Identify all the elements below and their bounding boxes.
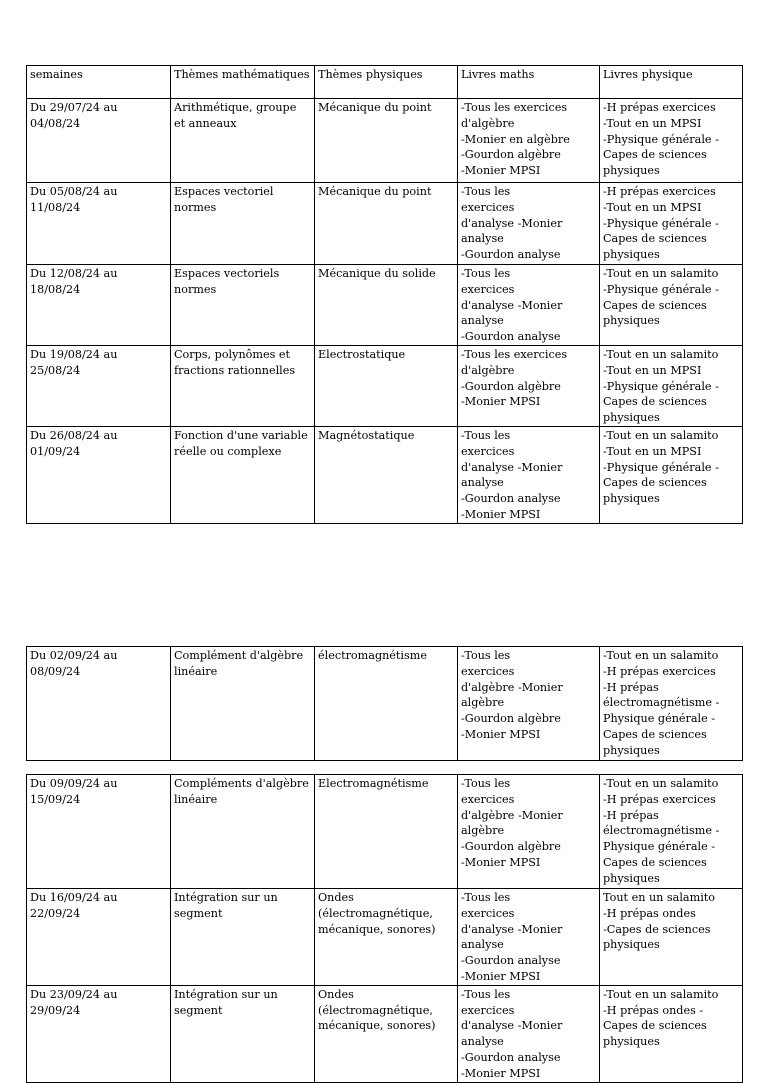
cell-line: Complément d'algèbre <box>174 649 304 662</box>
cell-line: d'algèbre <box>461 116 515 130</box>
cell-line: (électromagnétique, <box>318 906 433 920</box>
physics-books-cell <box>600 265 743 346</box>
cell-line: algèbre <box>461 824 505 838</box>
table-row <box>27 647 743 761</box>
week-cell <box>27 99 171 183</box>
physics-books-cell <box>600 647 743 761</box>
cell-line: physiques <box>603 314 660 328</box>
math-theme-cell <box>171 99 315 183</box>
cell-line: physiques <box>603 1035 660 1049</box>
math-books-cell <box>458 183 600 265</box>
cell-line: -H prépas exercices <box>603 664 716 678</box>
cell-line: Capes de sciences <box>603 232 707 246</box>
cell-line: mécanique, sonores) <box>318 1019 436 1033</box>
cell-line: -Tous les <box>461 428 511 442</box>
week-cell <box>27 265 171 346</box>
table-row <box>27 775 743 889</box>
physics-theme-cell <box>315 985 458 1082</box>
physics-books-cell <box>600 985 743 1082</box>
cell-line: Electromagnétisme <box>318 777 429 790</box>
cell-line: Intégration sur un <box>174 891 278 904</box>
cell-line: -H prépas exercices <box>603 792 716 806</box>
cell-line: -Tous les exercices <box>461 347 568 361</box>
cell-line: -Tous les <box>461 891 511 904</box>
cell-line: -Monier MPSI <box>461 855 541 869</box>
cell-line: -Physique générale - <box>603 216 719 230</box>
physics-books-cell <box>600 775 743 889</box>
cell-line: -Monier MPSI <box>461 969 541 983</box>
cell-line: analyse <box>461 1035 504 1049</box>
cell-line: exercices <box>461 444 515 458</box>
math-books-cell <box>458 985 600 1082</box>
cell-line: Tout en un salamito <box>603 891 716 904</box>
cell-line: segment <box>174 1003 223 1017</box>
cell-line: Magnétostatique <box>318 428 415 442</box>
math-theme-cell <box>171 183 315 265</box>
cell-line: -Tous les <box>461 649 511 662</box>
cell-line: -Capes de sciences <box>603 922 711 936</box>
cell-line: Du 29/07/24 au <box>30 101 118 114</box>
cell-line: d'analyse -Monier <box>461 1019 563 1033</box>
table-row <box>27 345 743 426</box>
physics-theme-cell <box>315 265 458 346</box>
physics-theme-cell <box>315 775 458 889</box>
cell-line: Capes de sciences <box>603 395 707 409</box>
table-row <box>27 985 743 1082</box>
cell-line: -Tout en un salamito <box>603 987 719 1001</box>
cell-line: Fonction d'une variable <box>174 428 308 442</box>
physics-books-cell <box>600 99 743 183</box>
cell-line: -Tous les <box>461 777 511 790</box>
cell-line: physiques <box>603 871 660 885</box>
cell-line: -Physique générale - <box>603 379 719 393</box>
math-theme-cell <box>171 889 315 986</box>
table-row <box>27 889 743 986</box>
cell-line: d'algèbre <box>461 363 515 377</box>
cell-line: 04/08/24 <box>30 116 81 130</box>
cell-line: 01/09/24 <box>30 444 81 458</box>
cell-line: d'analyse -Monier <box>461 216 563 230</box>
cell-line: 25/08/24 <box>30 363 81 377</box>
cell-line: électromagnétisme - <box>603 696 720 710</box>
physics-books-cell <box>600 345 743 426</box>
cell-line: 29/09/24 <box>30 1003 81 1017</box>
cell-line: linéaire <box>174 664 218 678</box>
cell-line: 15/09/24 <box>30 792 81 806</box>
cell-line: 08/09/24 <box>30 664 81 678</box>
physics-theme-cell <box>315 183 458 265</box>
cell-line: -Gourdon algèbre <box>461 840 561 854</box>
table-row <box>27 183 743 265</box>
header-weeks: semaines <box>27 66 171 99</box>
physics-theme-cell <box>315 426 458 523</box>
cell-line: -Physique générale - <box>603 460 719 474</box>
cell-line: électromagnétisme - <box>603 824 720 838</box>
table-row <box>27 99 743 183</box>
cell-line: physiques <box>603 492 660 506</box>
table-row <box>27 426 743 523</box>
cell-line: Mécanique du point <box>318 185 432 198</box>
cell-line: exercices <box>461 1003 515 1017</box>
cell-line: Intégration sur un <box>174 987 278 1001</box>
cell-line: -Gourdon algèbre <box>461 379 561 393</box>
math-theme-cell <box>171 985 315 1082</box>
cell-line: Electrostatique <box>318 347 406 361</box>
week-cell <box>27 345 171 426</box>
cell-line: réelle ou complexe <box>174 444 282 458</box>
cell-line: -Monier MPSI <box>461 395 541 409</box>
header-physics-books: Livres physique <box>600 66 743 99</box>
cell-line: -Tous les exercices <box>461 101 568 114</box>
cell-line: exercices <box>461 200 515 214</box>
cell-line: -Tous les <box>461 267 511 280</box>
physics-theme-cell <box>315 889 458 986</box>
cell-line: exercices <box>461 792 515 806</box>
cell-line: linéaire <box>174 792 218 806</box>
cell-line: -Monier MPSI <box>461 507 541 521</box>
cell-line: Du 05/08/24 au <box>30 185 118 198</box>
cell-line: d'analyse -Monier <box>461 922 563 936</box>
cell-line: Capes de sciences <box>603 476 707 490</box>
cell-line: d'analyse -Monier <box>461 460 563 474</box>
cell-line: d'algèbre -Monier <box>461 808 563 822</box>
cell-line: -H prépas <box>603 808 659 822</box>
cell-line: exercices <box>461 664 515 678</box>
cell-line: -Tous les <box>461 185 511 198</box>
cell-line: -Tout en un salamito <box>603 428 719 442</box>
cell-line: Espaces vectoriel <box>174 185 274 198</box>
cell-line: -Monier en algèbre <box>461 132 570 146</box>
math-books-cell <box>458 426 600 523</box>
week-cell <box>27 985 171 1082</box>
week-cell <box>27 183 171 265</box>
cell-line: -H prépas ondes - <box>603 1003 704 1017</box>
cell-line: Physique générale - <box>603 840 716 854</box>
cell-line: segment <box>174 906 223 920</box>
cell-line: normes <box>174 282 217 296</box>
physics-theme-cell <box>315 647 458 761</box>
math-books-cell <box>458 775 600 889</box>
cell-line: Capes de sciences <box>603 298 707 312</box>
week-cell <box>27 426 171 523</box>
schedule-table-2 <box>26 646 743 761</box>
math-books-cell <box>458 99 600 183</box>
cell-line: -Tout en un salamito <box>603 267 719 280</box>
cell-line: -Tout en un MPSI <box>603 363 702 377</box>
cell-line: -Tous les <box>461 987 511 1001</box>
cell-line: -Physique générale - <box>603 132 719 146</box>
cell-line: exercices <box>461 282 515 296</box>
physics-books-cell <box>600 183 743 265</box>
cell-line: -H prépas <box>603 680 659 694</box>
header-math-themes: Thèmes mathématiques <box>171 66 315 99</box>
cell-line: et anneaux <box>174 116 237 130</box>
cell-line: Compléments d'algèbre <box>174 777 309 790</box>
cell-line: (électromagnétique, <box>318 1003 433 1017</box>
table-row <box>27 265 743 346</box>
cell-line: -Tout en un MPSI <box>603 200 702 214</box>
cell-line: Arithmétique, groupe <box>174 101 297 114</box>
math-books-cell <box>458 889 600 986</box>
header-physics-themes: Thèmes physiques <box>315 66 458 99</box>
week-cell <box>27 889 171 986</box>
physics-books-cell <box>600 889 743 986</box>
header-math-books: Livres maths <box>458 66 600 99</box>
cell-line: Corps, polynômes et <box>174 347 291 361</box>
cell-line: 18/08/24 <box>30 282 81 296</box>
cell-line: -Tout en un salamito <box>603 777 719 790</box>
cell-line: 22/09/24 <box>30 906 81 920</box>
cell-line: Capes de sciences <box>603 727 707 741</box>
cell-line: -Gourdon algèbre <box>461 712 561 726</box>
cell-line: Capes de sciences <box>603 855 707 869</box>
cell-line: Ondes <box>318 891 354 904</box>
cell-line: analyse <box>461 476 504 490</box>
math-books-cell <box>458 265 600 346</box>
cell-line: analyse <box>461 938 504 952</box>
math-theme-cell <box>171 345 315 426</box>
cell-line: physiques <box>603 411 660 425</box>
cell-line: -Tout en un salamito <box>603 347 719 361</box>
cell-line: électromagnétisme <box>318 649 427 662</box>
cell-line: -Gourdon analyse <box>461 492 561 506</box>
cell-line: -Tout en un salamito <box>603 649 719 662</box>
schedule-table-3 <box>26 774 743 1083</box>
cell-line: analyse <box>461 232 504 246</box>
cell-line: Physique générale - <box>603 712 716 726</box>
cell-line: Capes de sciences <box>603 1019 707 1033</box>
cell-line: Du 12/08/24 au <box>30 267 118 280</box>
cell-line: -Monier MPSI <box>461 727 541 741</box>
math-theme-cell <box>171 265 315 346</box>
cell-line: Du 02/09/24 au <box>30 649 118 662</box>
cell-line: -Monier MPSI <box>461 1066 541 1080</box>
cell-line: -Tout en un MPSI <box>603 444 702 458</box>
cell-line: d'algèbre -Monier <box>461 680 563 694</box>
cell-line: -Monier MPSI <box>461 164 541 178</box>
cell-line: -Gourdon algèbre <box>461 148 561 162</box>
cell-line: Du 09/09/24 au <box>30 777 118 790</box>
week-cell <box>27 775 171 889</box>
cell-line: Espaces vectoriels <box>174 267 280 280</box>
cell-line: -Gourdon analyse <box>461 330 561 344</box>
cell-line: Du 23/09/24 au <box>30 987 118 1001</box>
cell-line: 11/08/24 <box>30 200 81 214</box>
cell-line: Mécanique du solide <box>318 267 436 280</box>
cell-line: Du 26/08/24 au <box>30 428 118 442</box>
cell-line: -Gourdon analyse <box>461 954 561 968</box>
math-theme-cell <box>171 775 315 889</box>
cell-line: Capes de sciences <box>603 148 707 162</box>
cell-line: mécanique, sonores) <box>318 922 436 936</box>
cell-line: -Gourdon analyse <box>461 248 561 262</box>
cell-line: -H prépas ondes <box>603 906 696 920</box>
math-books-cell <box>458 647 600 761</box>
cell-line: physiques <box>603 743 660 757</box>
cell-line: physiques <box>603 248 660 262</box>
cell-line: -H prépas exercices <box>603 101 716 114</box>
cell-line: physiques <box>603 938 660 952</box>
math-theme-cell <box>171 426 315 523</box>
schedule-table-1 <box>26 65 743 524</box>
cell-line: Ondes <box>318 987 354 1001</box>
physics-theme-cell <box>315 345 458 426</box>
cell-line: -H prépas exercices <box>603 185 716 198</box>
cell-line: -Gourdon analyse <box>461 1050 561 1064</box>
cell-line: Du 19/08/24 au <box>30 347 118 361</box>
cell-line: fractions rationnelles <box>174 363 296 377</box>
cell-line: physiques <box>603 164 660 178</box>
cell-line: d'analyse -Monier <box>461 298 563 312</box>
math-books-cell <box>458 345 600 426</box>
cell-line: -Physique générale - <box>603 282 719 296</box>
header-row <box>27 66 743 99</box>
week-cell <box>27 647 171 761</box>
cell-line: algèbre <box>461 696 505 710</box>
physics-books-cell <box>600 426 743 523</box>
cell-line: Du 16/09/24 au <box>30 891 118 904</box>
physics-theme-cell <box>315 99 458 183</box>
cell-line: -Tout en un MPSI <box>603 116 702 130</box>
cell-line: Mécanique du point <box>318 101 432 114</box>
cell-line: exercices <box>461 906 515 920</box>
cell-line: analyse <box>461 314 504 328</box>
math-theme-cell <box>171 647 315 761</box>
cell-line: normes <box>174 200 217 214</box>
